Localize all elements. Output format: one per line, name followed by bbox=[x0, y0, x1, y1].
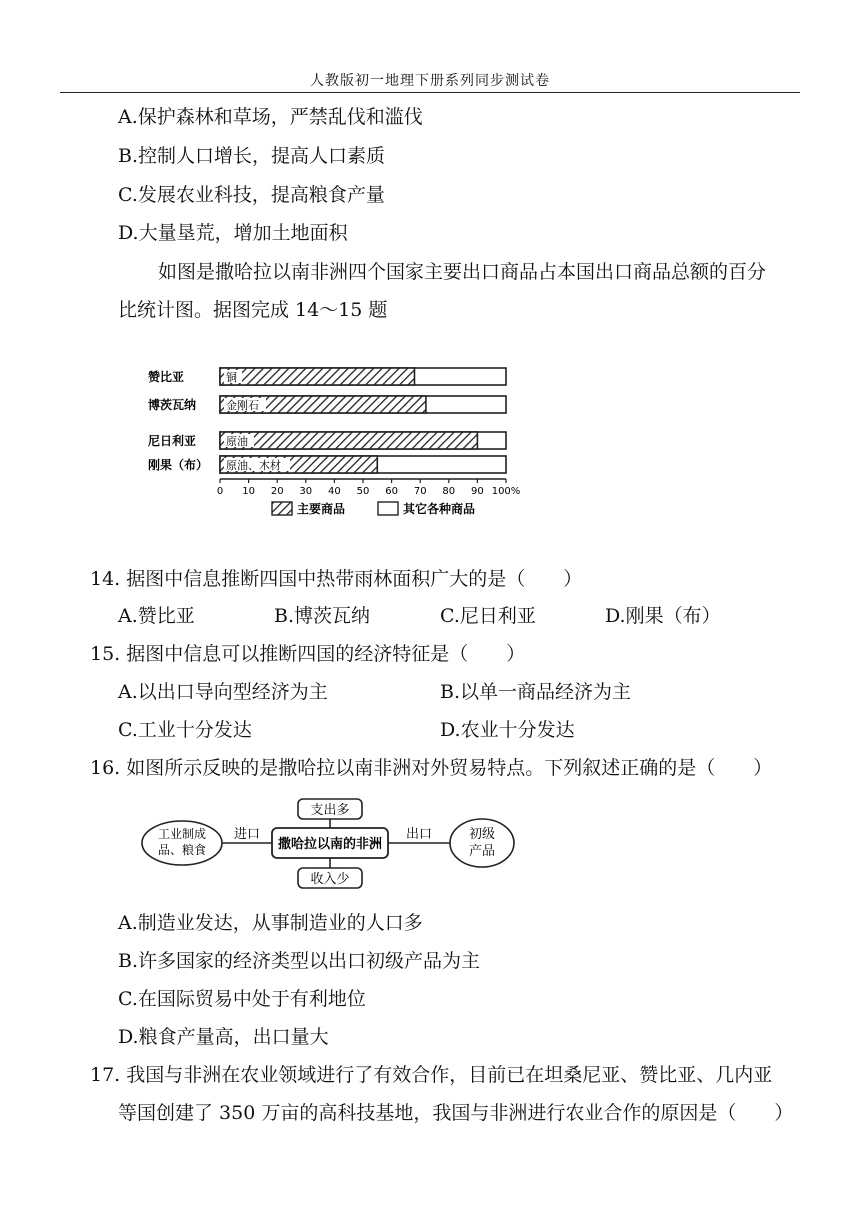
bar-main bbox=[220, 368, 414, 385]
bar-main bbox=[220, 432, 477, 449]
bar-label: 原油、木材 bbox=[226, 459, 281, 472]
export-bar-chart bbox=[140, 355, 540, 530]
q16-option-a: A.制造业发达，从事制造业的人口多 bbox=[118, 912, 423, 934]
x-tick-label: 40 bbox=[328, 486, 341, 497]
q13-option-d: D.大量垦荒，增加土地面积 bbox=[118, 222, 348, 244]
category-label: 博茨瓦纳 bbox=[148, 398, 197, 412]
q15-option-b: B.以单一商品经济为主 bbox=[440, 681, 632, 703]
q14-option-d: D.刚果（布） bbox=[605, 605, 721, 627]
export-label: 出口 bbox=[405, 827, 433, 842]
x-tick-label: 90 bbox=[471, 486, 484, 497]
bottom-label: 收入少 bbox=[310, 872, 350, 887]
intro-line-1: 如图是撒哈拉以南非洲四个国家主要出口商品占本国出口商品总额的百分 bbox=[158, 261, 767, 283]
q16-option-d: D.粮食产量高，出口量大 bbox=[118, 1026, 329, 1048]
q14-stem: 14. 据图中信息推断四国中热带雨林面积广大的是（ ） bbox=[90, 568, 583, 590]
bar-label: 铜 bbox=[226, 371, 237, 384]
q13-option-a: A.保护森林和草场，严禁乱伐和滥伐 bbox=[118, 106, 423, 128]
x-tick-label: 60 bbox=[385, 486, 398, 497]
intro-line-2: 比统计图。据图完成 14～15 题 bbox=[118, 299, 388, 321]
q15-option-d: D.农业十分发达 bbox=[440, 719, 575, 741]
right-label-2: 产品 bbox=[468, 844, 496, 859]
import-label: 进口 bbox=[233, 827, 261, 842]
header-rule bbox=[60, 92, 800, 93]
q15-stem: 15. 据图中信息可以推断四国的经济特征是（ ） bbox=[90, 643, 526, 665]
q13-option-b: B.控制人口增长，提高人口素质 bbox=[118, 145, 386, 167]
category-label: 刚果（布） bbox=[148, 458, 209, 472]
q16-option-b: B.许多国家的经济类型以出口初级产品为主 bbox=[118, 950, 481, 972]
bar-label: 金刚石 bbox=[226, 399, 259, 412]
q14-option-a: A.赞比亚 bbox=[118, 605, 195, 627]
q17-line-1: 17. 我国与非洲在农业领域进行了有效合作，目前已在坦桑尼亚、赞比亚、几内亚 bbox=[90, 1064, 773, 1086]
legend-label-other: 其它各种商品 bbox=[403, 502, 476, 516]
center-label: 撒哈拉以南的非洲 bbox=[277, 837, 383, 852]
x-tick-label: 30 bbox=[299, 486, 313, 497]
x-tick-label: 70 bbox=[413, 486, 427, 497]
legend-label-main: 主要商品 bbox=[297, 502, 346, 516]
left-label-1: 工业制成 bbox=[157, 827, 207, 841]
q17-line-2: 等国创建了 350 万亩的高科技基地，我国与非洲进行农业合作的原因是（ ） bbox=[118, 1102, 794, 1124]
category-label: 赞比亚 bbox=[148, 370, 185, 384]
q13-option-c: C.发展农业科技，提高粮食产量 bbox=[118, 184, 385, 206]
legend-swatch-main bbox=[272, 502, 292, 515]
x-tick-label: 80 bbox=[442, 486, 456, 497]
x-tick-label: 0 bbox=[216, 486, 224, 497]
q15-option-c: C.工业十分发达 bbox=[118, 719, 252, 741]
q14-option-c: C.尼日利亚 bbox=[440, 605, 536, 627]
page-header: 人教版初一地理下册系列同步测试卷 bbox=[310, 73, 550, 89]
x-tick-label: 100% bbox=[491, 486, 521, 497]
q14-option-b: B.博茨瓦纳 bbox=[274, 605, 371, 627]
top-label: 支出多 bbox=[310, 803, 350, 818]
left-label-2: 品、粮食 bbox=[157, 843, 207, 857]
x-tick-label: 20 bbox=[270, 486, 284, 497]
q16-option-c: C.在国际贸易中处于有利地位 bbox=[118, 988, 366, 1010]
category-label: 尼日利亚 bbox=[148, 434, 197, 448]
q16-stem: 16. 如图所示反映的是撒哈拉以南非洲对外贸易特点。下列叙述正确的是（ ） bbox=[90, 757, 773, 779]
legend-swatch-other bbox=[378, 502, 398, 515]
q15-option-a: A.以出口导向型经济为主 bbox=[118, 681, 328, 703]
x-tick-label: 50 bbox=[356, 486, 370, 497]
x-tick-label: 10 bbox=[242, 486, 255, 497]
bar-label: 原油 bbox=[226, 435, 248, 448]
trade-diagram bbox=[138, 796, 528, 892]
right-label-1: 初级 bbox=[468, 827, 496, 842]
